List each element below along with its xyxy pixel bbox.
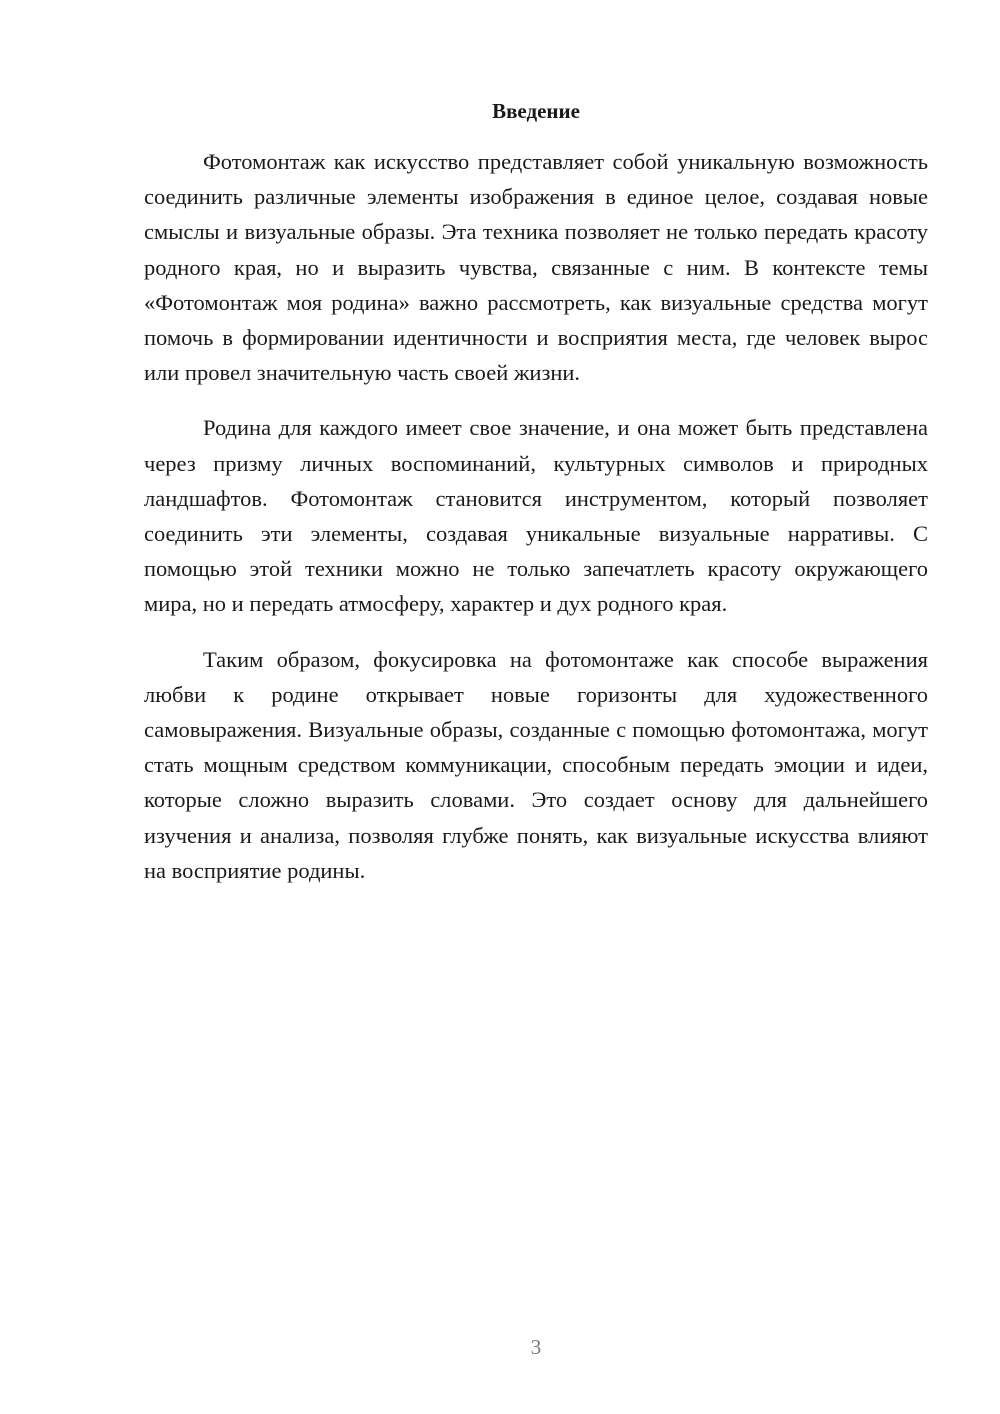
- body-text: [144, 144, 928, 908]
- section-heading: Введение: [492, 99, 580, 123]
- paragraph-3: Таким образом, фокусировка на фотомонтаже как способе выражения любви к родине открывает новые горизонты для художественного самовыражения. Визуальные образы, созданные с помощью фотомонтажа, могут стать мощным средством коммуникации, способным передать эмоции и идеи, которые сложно выразить словами. Это создает основу для дальнейшего изучения и анализа, позволяя глубже понять, как визуальные искусства влияют на восприятие родины.: [144, 646, 928, 883]
- paragraph-2: Родина для каждого имеет свое значение, и она может быть представлена через призму личных воспоминаний, культурных символов и природных ландшафтов. Фотомонтаж становится инструментом, который позволяет соединить эти элементы, создавая уникальные визуальные нарративы. С помощью этой техники можно не только запечатлеть красоту окружающего мира, но и передать атмосферу, характер и дух родного края.: [144, 415, 928, 617]
- page-number: 3: [530, 1335, 542, 1359]
- paragraph-1: Фотомонтаж как искусство представляет собой уникальную возможность соединить различные элементы изображения в единое целое, создавая новые смыслы и визуальные образы. Эта техника позволяет не только передать красоту родного края, но и выразить чувства, связанные с ним. В контексте темы «Фотомонтаж моя родина» важно рассмотреть, как визуальные средства могут помочь в формировании идентичности и восприятия места, где человек вырос или провел значительную часть своей жизни.: [144, 149, 928, 386]
